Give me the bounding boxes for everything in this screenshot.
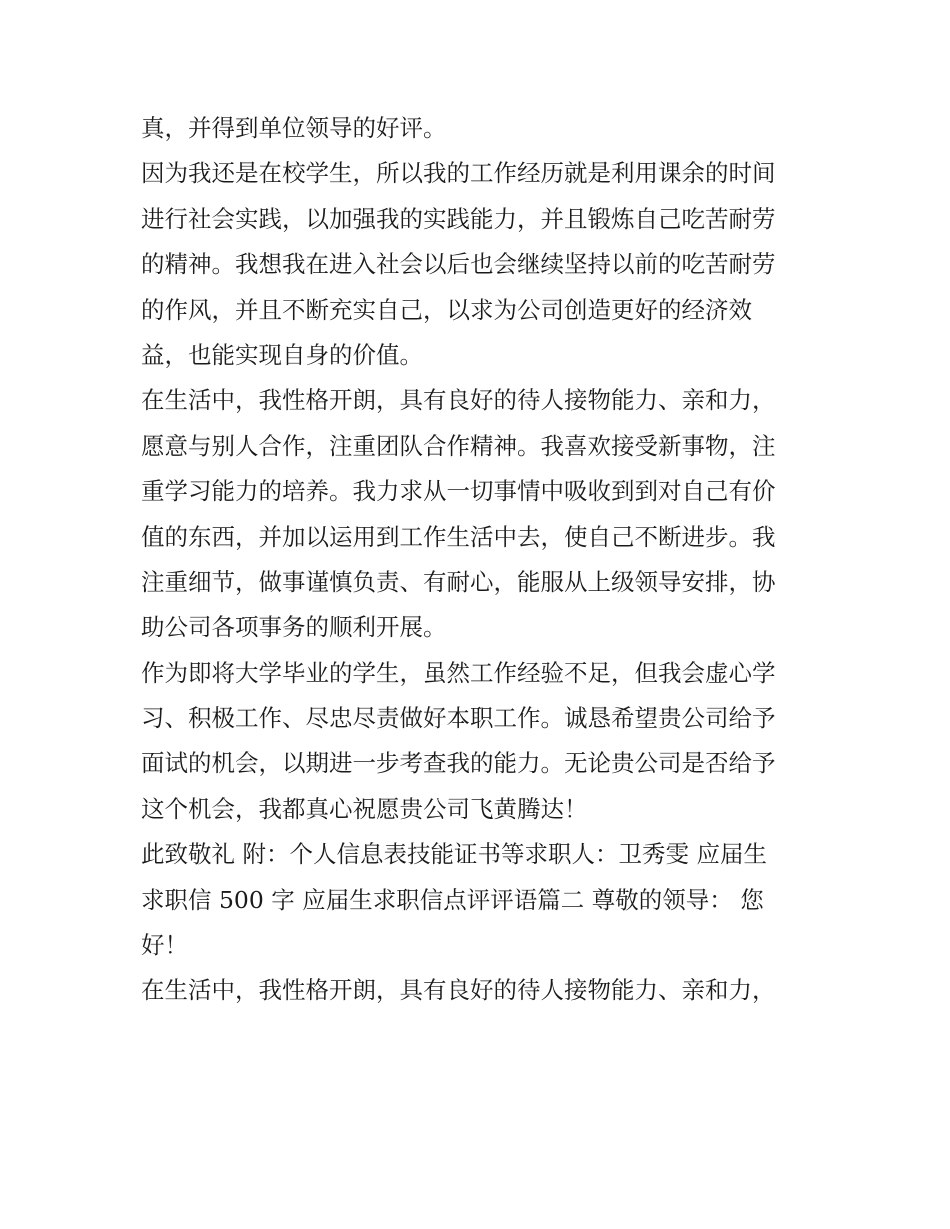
text-line: 这个机会，我都真心祝愿贵公司飞黄腾达！	[141, 794, 588, 823]
text-line: 在生活中，我性格开朗，具有良好的待人接物能力、亲和力，	[141, 386, 776, 415]
text-line: 此致敬礼 附：个人信息表技能证书等求职人：卫秀雯 应届生	[141, 840, 767, 869]
text-line: 作为即将大学毕业的学生，虽然工作经验不足，但我会虚心学	[141, 658, 776, 687]
text-line: 真，并得到单位领导的好评。	[141, 114, 447, 142]
text-line: 好！	[141, 931, 188, 960]
text-line: 益，也能实现自身的价值。	[141, 340, 423, 369]
text-line: 助公司各项事务的顺利开展。	[141, 613, 447, 642]
text-line: 在生活中，我性格开朗，具有良好的待人接物能力、亲和力，	[141, 976, 776, 1005]
text-line: 习、积极工作、尽忠尽责做好本职工作。诚恳希望贵公司给予	[141, 704, 776, 733]
text-line: 的精神。我想我在进入社会以后也会继续坚持以前的吃苦耐劳	[141, 250, 776, 279]
text-line: 进行社会实践，以加强我的实践能力，并且锻炼自己吃苦耐劳	[141, 204, 776, 233]
text-line: 求职信 500 字 应届生求职信点评评语篇二 尊敬的领导： 您	[141, 885, 764, 914]
text-line: 愿意与别人合作，注重团队合作精神。我喜欢接受新事物，注	[141, 431, 776, 460]
text-line: 重学习能力的培养。我力求从一切事情中吸收到到对自己有价	[141, 477, 776, 506]
text-line: 值的东西，并加以运用到工作生活中去，使自己不断进步。我	[141, 522, 776, 551]
text-line: 注重细节，做事谨慎负责、有耐心，能服从上级领导安排，协	[141, 567, 776, 596]
text-line: 因为我还是在校学生，所以我的工作经历就是利用课余的时间	[141, 159, 776, 188]
text-line: 面试的机会，以期进一步考查我的能力。无论贵公司是否给予	[141, 749, 776, 778]
document-body	[141, 106, 821, 1014]
text-line: 的作风，并且不断充实自己，以求为公司创造更好的经济效	[141, 295, 752, 324]
